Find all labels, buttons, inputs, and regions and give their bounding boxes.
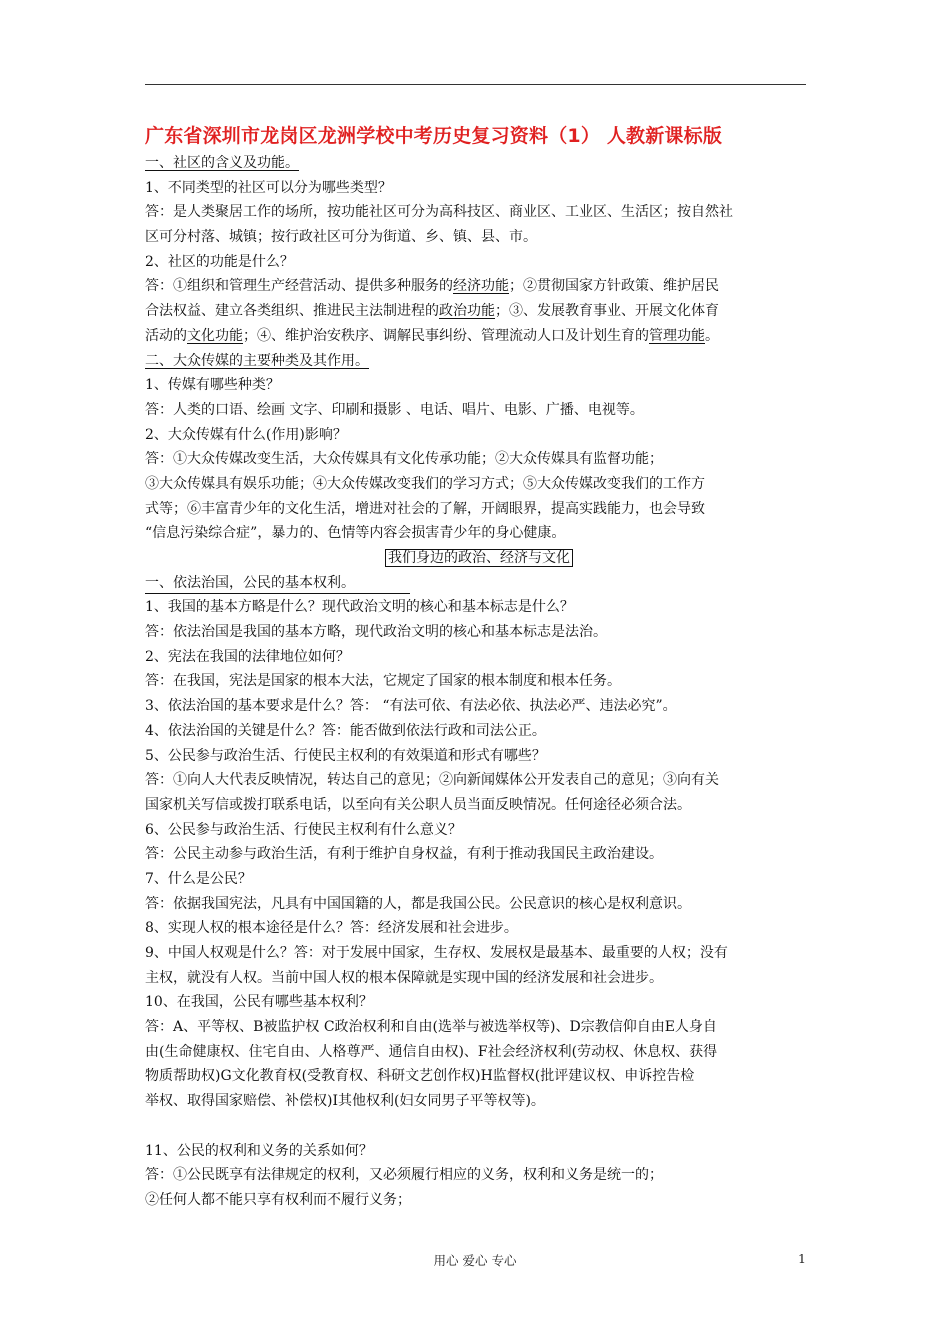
text-line: 国家机关写信或拨打联系电话，以至向有关公职人员当面反映情况。任何途径必须合法。	[145, 796, 691, 813]
text-line: 答：①向人大代表反映情况，转达自己的意见；②向新闻媒体公开发表自己的意见；③向有关	[145, 772, 719, 789]
question: 2、社区的功能是什么？	[145, 253, 294, 270]
text-line: 由(生命健康权、住宅自由、人格尊严、通信自由权)、F社会经济权利(劳动权、休息权、获得	[145, 1043, 718, 1060]
text-line: ②任何人都不能只享有权利而不履行义务；	[145, 1191, 411, 1208]
text-line: 11、公民的权利和义务的关系如何？	[145, 1142, 373, 1159]
answer-line: 答：是人类聚居工作的场所，按功能社区可分为高科技区、商业区、工业区、生活区；按自然社	[145, 204, 733, 221]
text-line: 答：依据我国宪法，凡具有中国国籍的人，都是我国公民。公民意识的核心是权利意识。	[145, 895, 691, 912]
text-line: 7、什么是公民？	[145, 870, 252, 887]
text-line: 4、依法治国的关键是什么？答：能否做到依法行政和司法公正。	[145, 722, 546, 739]
document-title: 广东省深圳市龙岗区龙洲学校中考历史复习资料（1） 人教新课标版	[145, 125, 723, 147]
answer-line: 式等；⑥丰富青少年的文化生活，增进对社会的了解，开阔眼界，提高实践能力，也会导致	[145, 500, 705, 517]
section-heading: 一、社区的含义及功能。	[145, 155, 299, 171]
text-line: 答：A、平等权、B被监护权 C政治权利和自由(选举与被选举权等)、D宗教信仰自由E人身自	[145, 1019, 717, 1036]
text-line: 物质帮助权)G文化教育权(受教育权、科研文艺创作权)H监督权(批评建议权、申诉控告检	[145, 1068, 695, 1085]
text-line: 答：公民主动参与政治生活，有利于维护自身权益，有利于推动我国民主政治建设。	[145, 846, 663, 863]
text-line: 2、宪法在我国的法律地位如何？	[145, 648, 350, 665]
text-line: 主权，就没有人权。当前中国人权的根本保障就是实现中国的经济发展和社会进步。	[145, 969, 663, 986]
section-heading: 二、大众传媒的主要种类及其作用。	[145, 352, 369, 369]
qa-list	[145, 595, 813, 1113]
text-line: 1、我国的基本方略是什么？现代政治文明的核心和基本标志是什么？	[145, 599, 574, 616]
page-number: 1	[798, 1251, 806, 1266]
text-line: 6、公民参与政治生活、行使民主权利有什么意义？	[145, 821, 462, 838]
text-line: 9、中国人权观是什么？答：对于发展中国家，生存权、发展权是最基本、最重要的人权；没有	[145, 945, 728, 961]
footer-motto: 用心 爱心 专心	[433, 1253, 517, 1268]
document-body	[145, 151, 813, 1213]
underlined-term: 经济功能	[453, 278, 509, 295]
answer-line: 区可分村落、城镇；按行政社区可分为街道、乡、镇、县、市。	[145, 229, 537, 246]
text-line: 5、公民参与政治生活、行使民主权利的有效渠道和形式有哪些？	[145, 747, 546, 764]
text-line: 8、实现人权的根本途径是什么？答：经济发展和社会进步。	[145, 920, 518, 937]
text-line: 3、依法治国的基本要求是什么？答： “有法可依、有法必依、执法必严、违法必究”。	[145, 698, 677, 715]
underlined-term: 管理功能	[649, 327, 705, 344]
answer-line: “信息污染综合症”，暴力的、色情等内容会损害青少年的身心健康。	[145, 525, 566, 542]
question: 1、不同类型的社区可以分为哪些类型？	[145, 179, 392, 196]
underlined-term: 文化功能	[187, 327, 243, 344]
text-line: 答：①公民既享有法律规定的权利，又必须履行相应的义务，权利和义务是统一的；	[145, 1167, 663, 1184]
answer-line: 答：人类的口语、绘画 文字、印刷和摄影 、电话、唱片、电影、广播、电视等。	[145, 401, 644, 418]
text-line: 举权、取得国家赔偿、补偿权)I其他权利(妇女同男子平等权等)。	[145, 1093, 545, 1110]
answer-line: 活动的文化功能；④、维护治安秩序、调解民事纠纷、管理流动人口及计划生育的管理功能。	[145, 327, 719, 344]
answer-line: 合法权益、建立各类组织、推进民主法制进程的政治功能；③、发展教育事业、开展文化体育	[145, 303, 719, 320]
answer-line: 答：①组织和管理生产经营活动、提供多种服务的经济功能；②贯彻国家方针政策、维护居民	[145, 278, 719, 295]
spacer	[145, 1114, 813, 1139]
section-heading: 一、依法治国，公民的基本权利。	[145, 571, 813, 596]
text-line: 答：依法治国是我国的基本方略，现代政治文明的核心和基本标志是法治。	[145, 624, 607, 641]
text-line: 10、在我国，公民有哪些基本权利？	[145, 994, 373, 1011]
answer-line: 答：①大众传媒改变生活，大众传媒具有文化传承功能；②大众传媒具有监督功能；	[145, 451, 663, 468]
header-rule	[145, 84, 806, 85]
question: 1、传媒有哪些种类？	[145, 377, 280, 394]
text-line: 答：在我国，宪法是国家的根本大法，它规定了国家的根本制度和根本任务。	[145, 673, 621, 690]
question: 2、大众传媒有什么(作用)影响？	[145, 426, 347, 443]
answer-line: ③大众传媒具有娱乐功能；④大众传媒改变我们的学习方式；⑤大众传媒改变我们的工作方	[145, 475, 705, 492]
boxed-heading: 我们身边的政治、经济与文化	[145, 546, 813, 571]
underlined-term: 政治功能	[439, 303, 495, 320]
qa-list	[145, 1139, 813, 1213]
